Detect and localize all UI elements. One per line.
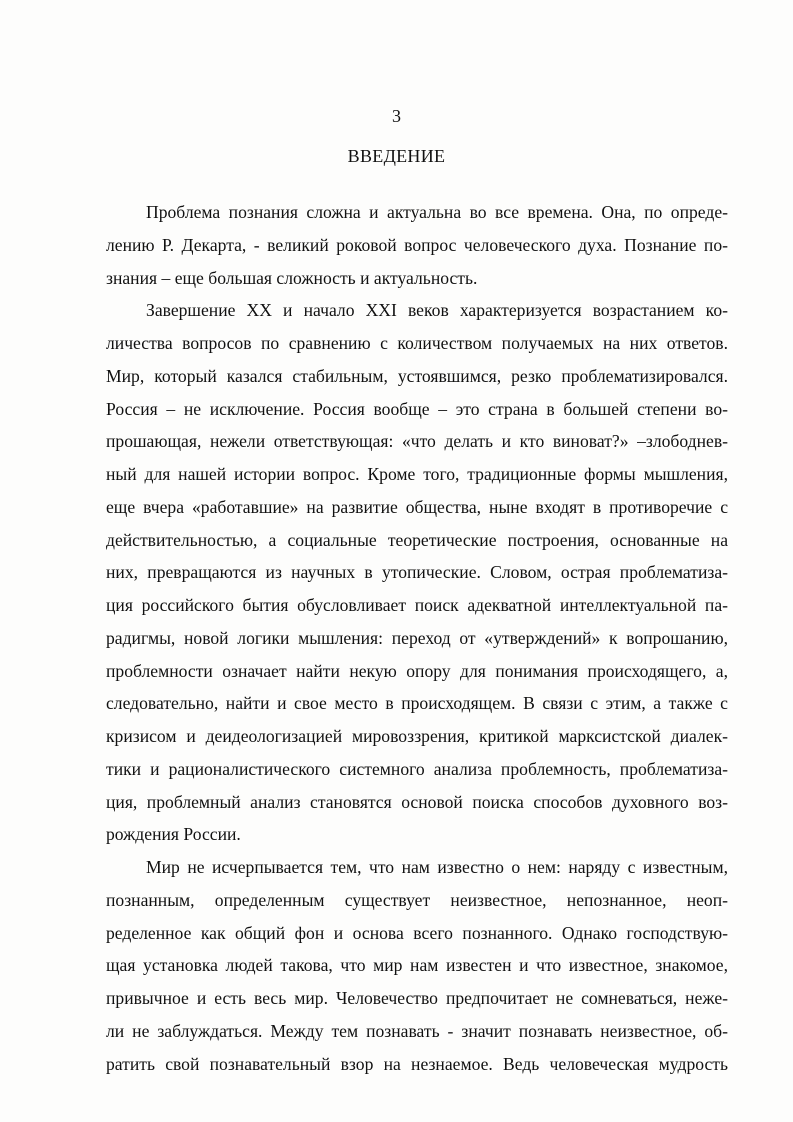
text-line: кризисом и деидеологизацией мировоззрения, критикой марксистской диалек-	[106, 726, 728, 746]
text-line: радигмы, новой логики мышления: переход от «утверждений» к вопрошанию,	[106, 627, 728, 648]
text-line: личества вопросов по сравнению с количеством получаемых на них ответов.	[106, 333, 728, 353]
text-line: тики и рационалистического системного анализа проблемность, проблематиза-	[106, 758, 728, 779]
body-text	[106, 196, 728, 1080]
text-line: щая установка людей такова, что мир нам известен и что известное, знакомое,	[106, 955, 728, 976]
text-line: ный для нашей истории вопрос. Кроме того, традиционные формы мышления,	[106, 464, 728, 484]
section-title: ВВЕДЕНИЕ	[347, 146, 446, 166]
text-line: действительностью, а социальные теоретические построения, основанные на	[106, 529, 728, 550]
text-line: Проблема познания сложна и актуальна во все времена. Она, по опреде-	[146, 202, 728, 222]
paragraph-2	[106, 294, 728, 851]
text-line: Россия – не исключение. Россия вообще – это страна в большей степени во-	[106, 398, 728, 419]
text-line: ределенное как общий фон и основа всего познанного. Однако господствую-	[106, 922, 728, 943]
paragraph-1	[106, 196, 728, 294]
text-line: еще вчера «работавшие» на развитие общества, ныне входят в противоречие с	[106, 496, 728, 517]
paragraph-3	[106, 851, 728, 1080]
text-line: ция, проблемный анализ становятся основой поиска способов духовного воз-	[106, 791, 728, 812]
text-line: познанным, определенным существует неизвестное, непознанное, неоп-	[106, 889, 728, 910]
text-line: знания – еще большая сложность и актуальность.	[106, 267, 478, 288]
text-line: Мир, который казался стабильным, устоявшимся, резко проблематизировался.	[106, 365, 728, 386]
text-line: ратить свой познавательный взор на незнаемое. Ведь человеческая мудрость	[106, 1053, 728, 1074]
text-line: Завершение XX и начало XXI веков характеризуется возрастанием ко-	[146, 300, 728, 321]
text-line: следовательно, найти и свое место в происходящем. В связи с этим, а также с	[106, 693, 728, 714]
text-line: ли не заблуждаться. Между тем познавать - значит познавать неизвестное, об-	[106, 1020, 728, 1041]
text-line: них, превращаются из научных в утопические. Словом, острая проблематиза-	[106, 562, 728, 583]
page-number: 3	[392, 106, 401, 126]
text-line: проблемности означает найти некую опору для понимания происходящего, а,	[106, 660, 728, 681]
text-line: ция российского бытия обусловливает поиск адекватной интеллектуальной па-	[106, 595, 728, 615]
text-line: привычное и есть весь мир. Человечество предпочитает не сомневаться, неже-	[106, 988, 728, 1008]
text-line: Мир не исчерпывается тем, что нам известно о нем: наряду с известным,	[146, 857, 728, 877]
text-line: прошающая, нежели ответствующая: «что делать и кто виноват?» –злободнев-	[106, 431, 728, 452]
text-line: лению Р. Декарта, - великий роковой вопрос человеческого духа. Познание по-	[106, 234, 728, 255]
text-line: рождения России.	[106, 824, 241, 845]
